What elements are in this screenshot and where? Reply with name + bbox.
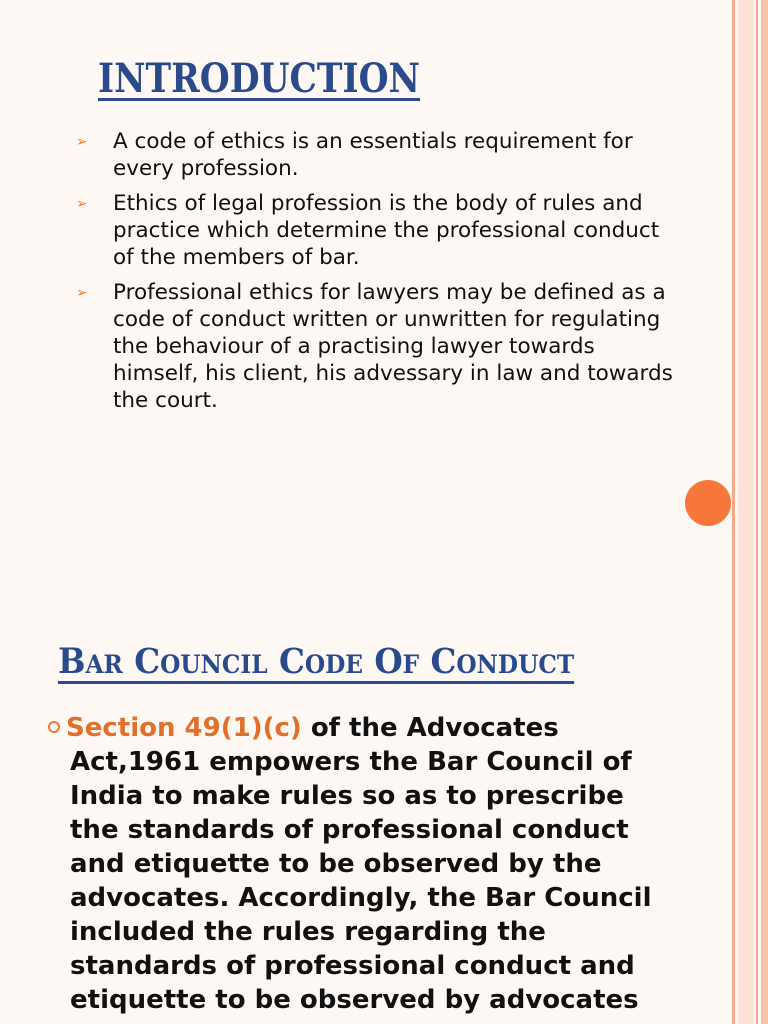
- list-item: ➢ Professional ethics for lawyers may be defined as a code of conduct written or unwritten for regulating the behaviour of a practising lawyer towards himself, his client, his advessary in law and towards the court.: [76, 280, 673, 413]
- circle-bullet-icon: [48, 721, 60, 733]
- list-item: ➢ A code of ethics is an essentials requirement for every profession.: [76, 129, 633, 181]
- arrow-bullet-icon: ➢: [76, 196, 88, 212]
- bar-council-heading: Bar Council Code Of Conduct: [58, 641, 575, 682]
- list-item: ➢ Ethics of legal profession is the body of rules and practice which determine the professional conduct of the members of bar.: [76, 191, 660, 270]
- arrow-bullet-icon: ➢: [76, 134, 88, 150]
- section-paragraph: Section 49(1)(c) of the Advocates Act,1961 empowers the Bar Council of India to make rules so as to prescribe the standards of professional conduct and etiquette to be observed by the advocates. Accordingly, the Bar Council included the rules regarding the standards of professional conduct and etiquette to be observed by advocates: [48, 711, 658, 1017]
- decorative-stripes: [732, 0, 768, 1024]
- decorative-circle: [685, 480, 731, 526]
- section-reference: Section 49(1)(c): [66, 713, 302, 743]
- intro-bullet-list: [76, 128, 686, 422]
- arrow-bullet-icon: ➢: [76, 285, 88, 301]
- introduction-heading: INTRODUCTION: [98, 55, 421, 102]
